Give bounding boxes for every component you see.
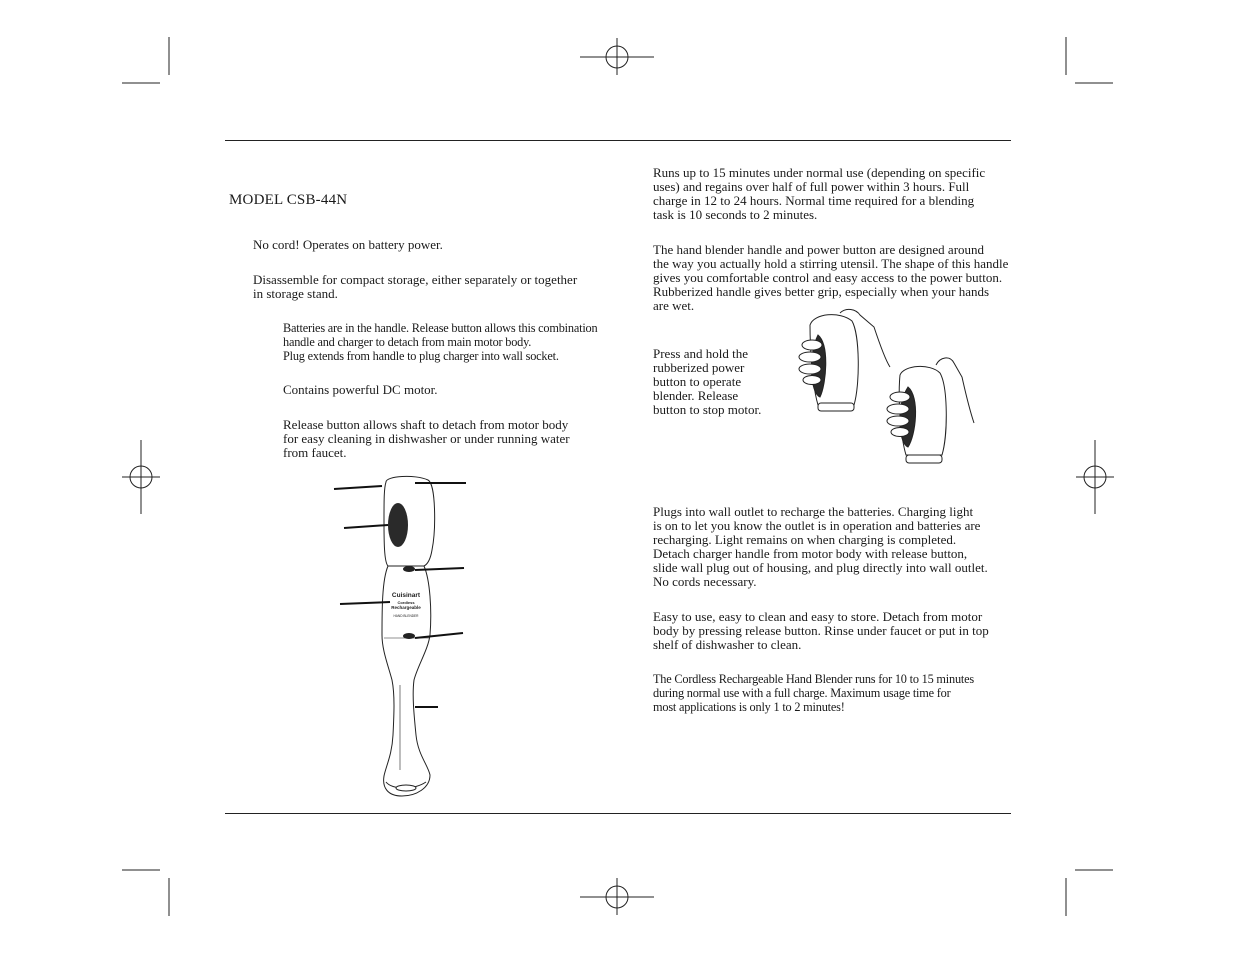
cleaning-text: Easy to use, easy to clean and easy to store. Detach from motor body by pressing release button. Rinse under faucet or put in top shelf of dishwasher to clean. (653, 609, 989, 652)
brand-line-3: HAND BLENDER (393, 614, 419, 618)
brand-logo-text: Cuisinart (391, 592, 421, 599)
bottom-rule (225, 813, 1011, 814)
handle-text: Batteries are in the handle. Release button allows this combination handle and charger to detach from main motor body. Plug extends from handle to plug charger into wall socket. (283, 321, 598, 363)
ergonomic-text: The hand blender handle and power button are designed around the way you actually hold a stirring utensil. The shape of this handle gives you comfortable control and easy access to the power button. Rubberized handle gives better grip, especially when your hands are wet. (653, 242, 1009, 313)
handle-release-button (403, 566, 415, 572)
model-heading: MODEL CSB-44N (229, 192, 348, 208)
charger-text: Plugs into wall outlet to recharge the batteries. Charging light is on to let you know the outlet is in operation and batteries are recharging. Light remains on when charging is completed. Detach charger handle from motor body with release button, slide wall plug out of housing, and plug directly into wall outlet. No cords necessary. (653, 504, 988, 589)
storage-text: Disassemble for compact storage, either separately or together in storage stand. (253, 272, 578, 301)
runtime-text: Runs up to 15 minutes under normal use (depending on specific uses) and regains over half of full power within 3 hours. Full charge in 12 to 24 hours. Normal time required for a blending task is 10 seconds to 2 minutes. (653, 165, 986, 222)
hand-blender-illustration (320, 470, 480, 805)
motor-text: Contains powerful DC motor. (283, 382, 438, 397)
power-button-grip (388, 503, 408, 547)
top-rule (225, 140, 1011, 141)
shaft-release-button (403, 633, 415, 639)
usage-text: The Cordless Rechargeable Hand Blender runs for 10 to 15 minutes during normal use with a full charge. Maximum usage time for most applications is only 1 to 2 minutes! (653, 672, 974, 714)
press-hold-text: Press and hold the rubberized power button to operate blender. Release button to stop motor. (653, 346, 762, 417)
shaft-text: Release button allows shaft to detach from motor body for easy cleaning in dishwasher or under running water from faucet. (283, 417, 570, 460)
hands-holding-blender-illustration (790, 305, 980, 475)
cordless-text: No cord! Operates on battery power. (253, 237, 443, 252)
brand-line-1: Cordless (397, 600, 415, 605)
brand-line-2: Rechargeable (391, 605, 421, 610)
